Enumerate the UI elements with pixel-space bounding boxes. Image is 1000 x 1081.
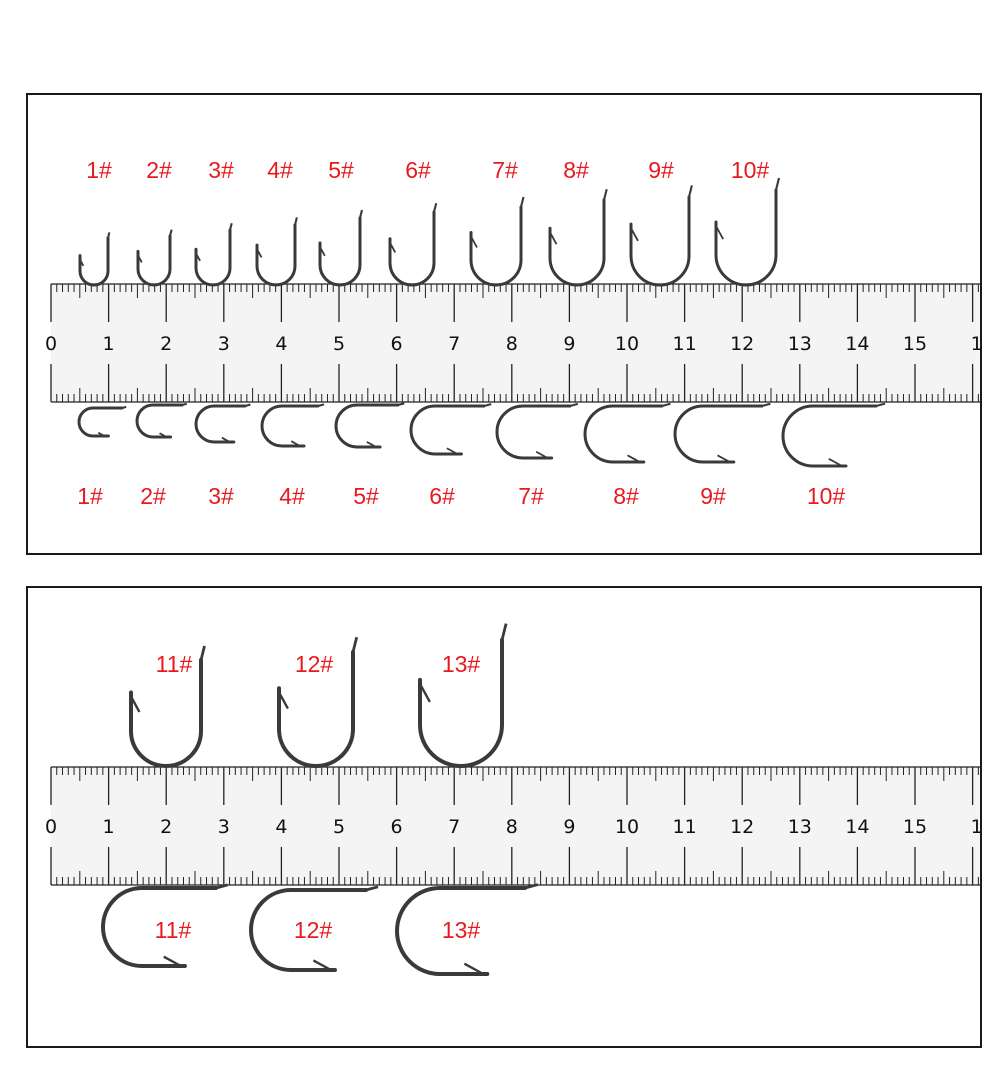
- size-label: 10#: [730, 157, 770, 183]
- size-label: 9#: [700, 483, 726, 509]
- ruler-number: 15: [902, 333, 928, 355]
- size-label: 13#: [441, 917, 481, 943]
- ruler-number: 14: [845, 333, 870, 355]
- ruler-number: 2: [160, 333, 173, 355]
- ruler-number: 12: [730, 816, 755, 838]
- ruler-number: 11: [672, 816, 697, 838]
- ruler-number: 14: [845, 816, 870, 838]
- size-label: 7#: [518, 483, 544, 509]
- size-label: 3#: [208, 483, 234, 509]
- ruler-number: 9: [563, 816, 576, 838]
- ruler-number: 1: [102, 816, 115, 838]
- size-label: 6#: [429, 483, 455, 509]
- size-label: 12#: [294, 651, 334, 677]
- ruler-number: 7: [448, 816, 461, 838]
- ruler-number: 2: [160, 816, 173, 838]
- ruler-2: [45, 767, 983, 885]
- ruler-number: 11: [672, 333, 697, 355]
- size-label: 3#: [208, 157, 234, 183]
- size-label: 13#: [441, 651, 481, 677]
- size-label: 11#: [154, 917, 192, 943]
- ruler-number: 5: [332, 333, 346, 355]
- ruler-number: 10: [614, 333, 640, 355]
- size-label: 2#: [146, 157, 172, 183]
- ruler-number: 3: [217, 333, 230, 355]
- size-label: 11#: [155, 651, 193, 677]
- ruler-number: 13: [787, 816, 812, 838]
- ruler-number: 8: [505, 816, 518, 838]
- ruler-number: 1: [970, 816, 983, 838]
- ruler-number: 6: [390, 333, 403, 355]
- size-label: 12#: [293, 917, 333, 943]
- ruler-number: 4: [275, 333, 288, 355]
- size-label: 5#: [328, 157, 354, 183]
- size-label: 8#: [563, 157, 589, 183]
- size-label: 8#: [613, 483, 639, 509]
- ruler-number: 5: [332, 816, 346, 838]
- ruler-number: 6: [390, 816, 403, 838]
- ruler-number: 15: [902, 816, 928, 838]
- ruler-number: 12: [730, 333, 755, 355]
- ruler-number: 4: [275, 816, 288, 838]
- size-label: 4#: [267, 157, 293, 183]
- ruler-number: 9: [563, 333, 576, 355]
- size-label: 7#: [492, 157, 518, 183]
- size-label: 10#: [806, 483, 846, 509]
- ruler-number: 3: [217, 816, 230, 838]
- ruler-number: 8: [505, 333, 518, 355]
- size-label: 5#: [353, 483, 379, 509]
- size-label: 9#: [648, 157, 674, 183]
- size-label: 6#: [405, 157, 431, 183]
- ruler-number: 0: [44, 333, 58, 355]
- ruler-1: [45, 284, 983, 402]
- ruler-number: 1: [102, 333, 115, 355]
- ruler-number: 7: [448, 333, 461, 355]
- ruler-number: 1: [970, 333, 983, 355]
- size-label: 4#: [279, 483, 305, 509]
- ruler-number: 13: [787, 333, 812, 355]
- size-label: 1#: [86, 157, 112, 183]
- ruler-number: 0: [44, 816, 58, 838]
- size-label: 1#: [77, 483, 103, 509]
- size-label: 2#: [140, 483, 166, 509]
- ruler-number: 10: [614, 816, 640, 838]
